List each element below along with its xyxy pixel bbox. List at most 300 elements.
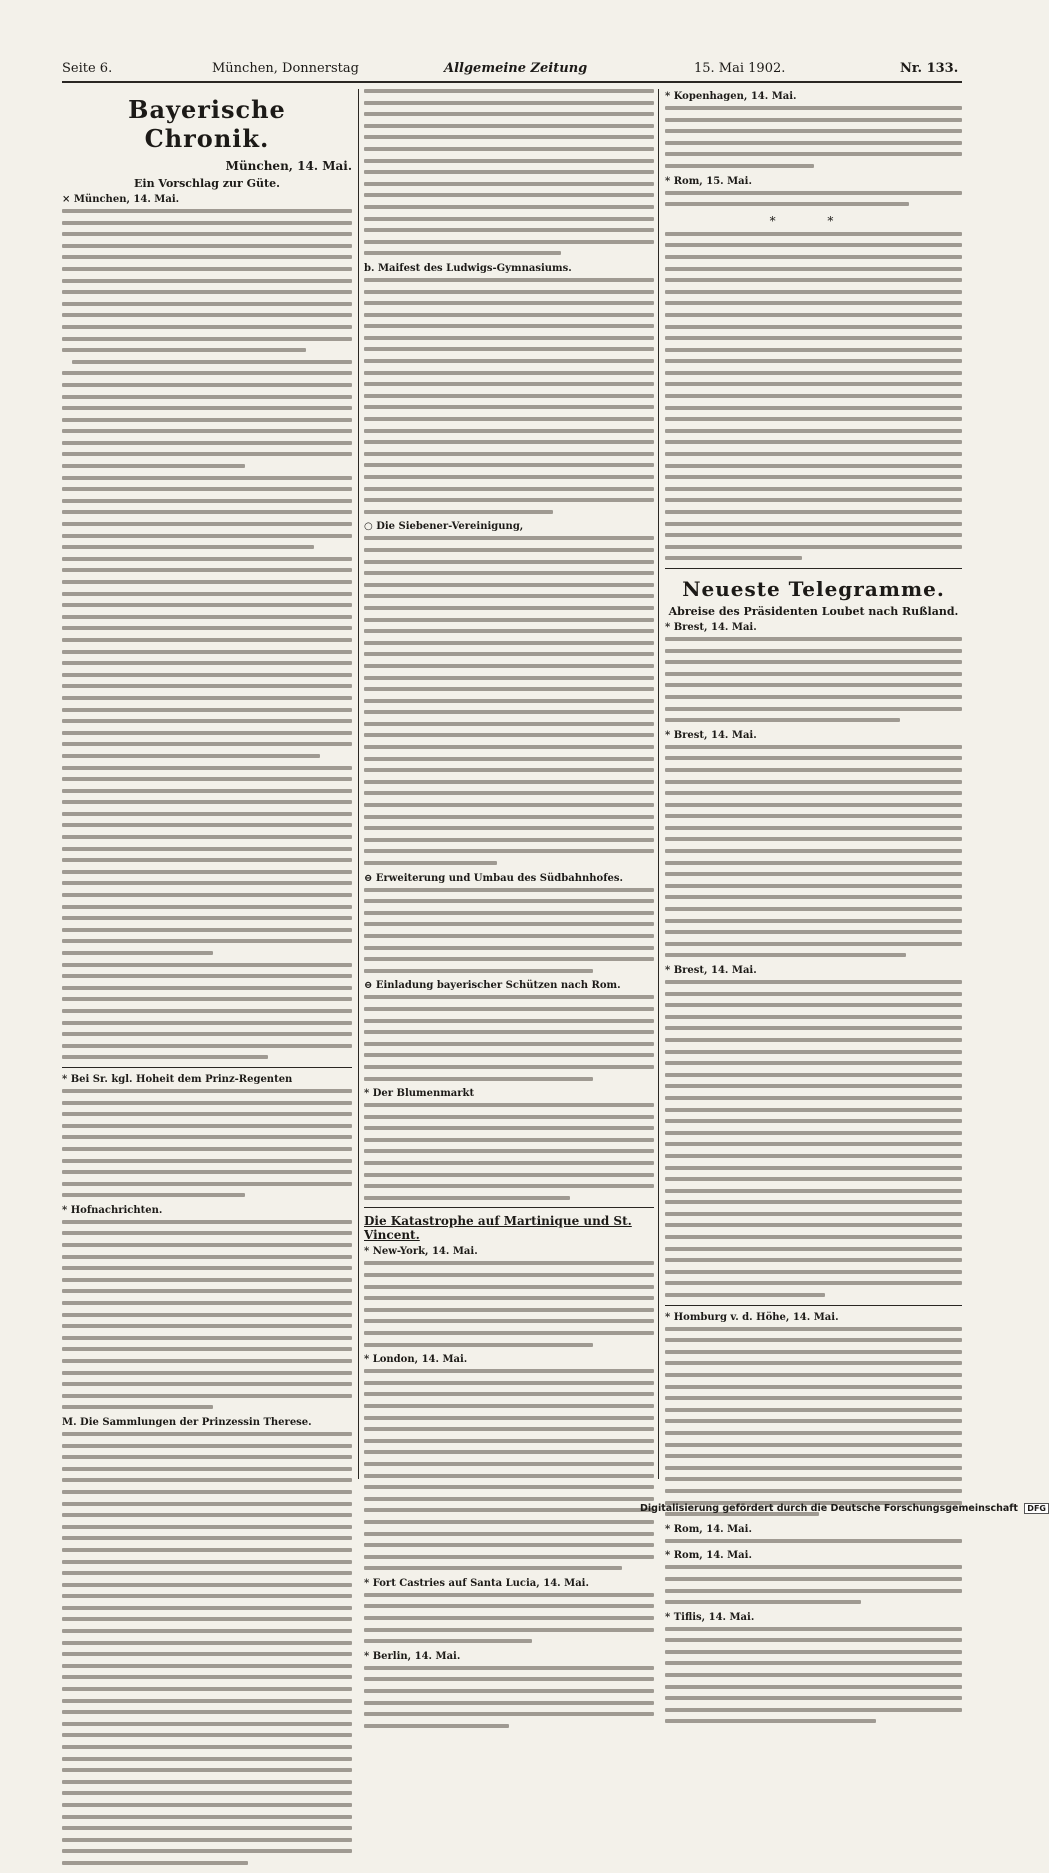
text-line bbox=[62, 963, 352, 967]
text-line bbox=[62, 1266, 352, 1270]
article-text bbox=[364, 89, 654, 255]
article-text bbox=[62, 766, 352, 956]
telegram-dateline: * Brest, 14. Mai. bbox=[665, 729, 757, 741]
text-line bbox=[364, 687, 654, 691]
text-line bbox=[62, 1432, 352, 1436]
text-line bbox=[364, 652, 654, 656]
text-line bbox=[62, 1444, 352, 1448]
text-line bbox=[665, 1177, 962, 1181]
text-line bbox=[62, 255, 352, 259]
text-line bbox=[62, 1791, 352, 1795]
text-line bbox=[62, 847, 352, 851]
text-line bbox=[364, 922, 654, 926]
text-line bbox=[364, 498, 654, 502]
text-line bbox=[62, 1768, 352, 1772]
telegram-dateline: * Kopenhagen, 14. Mai. bbox=[665, 91, 797, 102]
text-line bbox=[62, 580, 352, 584]
text-line bbox=[62, 1710, 352, 1714]
text-line bbox=[665, 152, 962, 156]
text-line bbox=[62, 1112, 352, 1116]
text-line bbox=[62, 1548, 352, 1552]
text-line bbox=[364, 1053, 654, 1057]
text-line bbox=[364, 1261, 654, 1265]
text-line bbox=[62, 1490, 352, 1494]
text-line bbox=[62, 348, 306, 352]
telegram-dateline: * London, 14. Mai. bbox=[364, 1354, 468, 1366]
text-line bbox=[364, 1616, 654, 1620]
text-line bbox=[62, 1032, 352, 1036]
text-line bbox=[665, 930, 962, 934]
text-line bbox=[364, 359, 654, 363]
text-line bbox=[665, 1108, 962, 1112]
text-line bbox=[665, 1015, 962, 1019]
text-line bbox=[62, 325, 352, 329]
text-line bbox=[62, 858, 352, 862]
text-line bbox=[364, 1331, 654, 1335]
text-line bbox=[364, 217, 654, 221]
text-line bbox=[364, 1343, 593, 1347]
text-line bbox=[62, 464, 245, 468]
text-line bbox=[364, 1296, 654, 1300]
text-line bbox=[364, 1126, 654, 1130]
text-line bbox=[665, 336, 962, 340]
text-line bbox=[665, 164, 814, 168]
text-line bbox=[364, 170, 654, 174]
article-text bbox=[62, 963, 352, 1060]
text-line bbox=[665, 440, 962, 444]
text-line bbox=[665, 243, 962, 247]
text-line bbox=[62, 337, 352, 341]
text-line bbox=[62, 1560, 352, 1564]
text-line bbox=[364, 159, 654, 163]
text-line bbox=[62, 916, 352, 920]
text-line bbox=[665, 202, 909, 206]
text-line bbox=[62, 777, 352, 781]
text-line bbox=[665, 907, 962, 911]
text-line bbox=[62, 951, 213, 955]
text-line bbox=[364, 1474, 654, 1478]
text-line bbox=[62, 1838, 352, 1842]
text-line bbox=[62, 1733, 352, 1737]
text-line bbox=[364, 664, 654, 668]
text-line bbox=[665, 1119, 962, 1123]
issue-date: 15. Mai 1902. bbox=[694, 61, 786, 76]
column-rule bbox=[658, 89, 659, 1479]
text-line bbox=[364, 548, 654, 552]
text-line bbox=[364, 510, 553, 514]
text-line bbox=[62, 1243, 352, 1247]
telegram-dateline: * Berlin, 14. Mai. bbox=[364, 1650, 461, 1662]
text-line bbox=[665, 1489, 962, 1493]
text-line bbox=[665, 290, 962, 294]
text-line bbox=[665, 1096, 962, 1100]
text-line bbox=[364, 1712, 654, 1716]
text-line bbox=[665, 1539, 962, 1543]
text-line bbox=[62, 1803, 352, 1807]
text-line bbox=[364, 1042, 654, 1046]
text-line bbox=[62, 1525, 352, 1529]
text-line bbox=[665, 1247, 962, 1251]
place-and-day: München, Donnerstag bbox=[212, 61, 359, 76]
text-line bbox=[665, 348, 962, 352]
text-line bbox=[62, 1278, 352, 1282]
text-line bbox=[62, 429, 352, 433]
text-line bbox=[364, 1285, 654, 1289]
text-line bbox=[62, 418, 352, 422]
text-line bbox=[364, 583, 654, 587]
text-line bbox=[665, 406, 962, 410]
news-item-text bbox=[364, 995, 654, 1080]
section-dateline: München, 14. Mai. bbox=[225, 159, 352, 173]
text-line bbox=[665, 953, 906, 957]
text-line bbox=[665, 849, 962, 853]
text-line bbox=[62, 870, 352, 874]
text-line bbox=[364, 780, 654, 784]
text-line bbox=[62, 742, 352, 746]
telegram-dateline: * Rom, 14. Mai. bbox=[665, 1523, 752, 1535]
text-line bbox=[364, 1701, 654, 1705]
text-line bbox=[665, 1419, 962, 1423]
news-item-heading: ⊖ Erweiterung und Umbau des Südbahnhofes. bbox=[364, 872, 624, 884]
telegram-dateline: * Fort Castries auf Santa Lucia, 14. Mai. bbox=[364, 1577, 589, 1589]
text-line bbox=[62, 244, 352, 248]
text-line bbox=[62, 1641, 352, 1645]
text-line bbox=[62, 1324, 352, 1328]
text-line bbox=[364, 1532, 654, 1536]
text-line bbox=[62, 615, 352, 619]
text-line bbox=[665, 1338, 962, 1342]
text-line bbox=[364, 1184, 654, 1188]
text-line bbox=[665, 791, 962, 795]
text-line bbox=[62, 1617, 352, 1621]
text-line bbox=[665, 780, 962, 784]
text-line bbox=[62, 1135, 352, 1139]
text-line bbox=[665, 267, 962, 271]
news-item-heading: * Hofnachrichten. bbox=[62, 1204, 163, 1216]
text-line bbox=[665, 129, 962, 133]
text-line bbox=[62, 406, 352, 410]
text-line bbox=[62, 928, 352, 932]
text-line bbox=[364, 899, 654, 903]
telegram-text bbox=[665, 191, 962, 207]
text-line bbox=[364, 1404, 654, 1408]
text-line bbox=[364, 641, 654, 645]
text-line bbox=[62, 673, 352, 677]
text-line bbox=[364, 1628, 654, 1632]
text-line bbox=[62, 371, 352, 375]
text-line bbox=[364, 394, 654, 398]
text-line bbox=[364, 1308, 654, 1312]
text-line bbox=[62, 684, 352, 688]
telegram-dateline: * Rom, 15. Mai. bbox=[665, 175, 752, 187]
column-2 bbox=[364, 89, 654, 1735]
text-line bbox=[62, 1044, 352, 1048]
text-line bbox=[62, 476, 352, 480]
text-line bbox=[665, 1061, 962, 1065]
text-line bbox=[364, 1689, 654, 1693]
text-line bbox=[62, 789, 352, 793]
text-line bbox=[364, 1115, 654, 1119]
text-line bbox=[364, 417, 654, 421]
text-line bbox=[364, 240, 654, 244]
text-line bbox=[665, 533, 962, 537]
text-line bbox=[62, 209, 352, 213]
text-line bbox=[62, 638, 352, 642]
text-line bbox=[665, 1408, 962, 1412]
text-line bbox=[665, 417, 962, 421]
text-line bbox=[62, 1255, 352, 1259]
text-line bbox=[665, 1003, 962, 1007]
telegram-dateline: * Homburg v. d. Höhe, 14. Mai. bbox=[665, 1311, 839, 1323]
text-line bbox=[665, 278, 962, 282]
text-line bbox=[62, 939, 352, 943]
text-line bbox=[62, 1394, 352, 1398]
text-line bbox=[62, 1467, 352, 1471]
column-1 bbox=[62, 89, 352, 1873]
text-line bbox=[364, 101, 654, 105]
text-line bbox=[62, 800, 352, 804]
text-line bbox=[364, 1497, 654, 1501]
news-item-heading: b. Maifest des Ludwigs-Gymnasiums. bbox=[364, 262, 572, 274]
text-line bbox=[364, 1273, 654, 1277]
text-line bbox=[364, 1173, 654, 1177]
text-line bbox=[364, 815, 654, 819]
text-line bbox=[62, 708, 352, 712]
text-line bbox=[364, 1677, 654, 1681]
text-line bbox=[364, 278, 654, 282]
text-line bbox=[665, 861, 962, 865]
telegram-text bbox=[665, 1627, 962, 1724]
news-item-heading: ○ Die Siebener-Vereinigung, bbox=[364, 521, 524, 533]
text-line bbox=[364, 301, 654, 305]
text-line bbox=[364, 1508, 654, 1512]
text-line bbox=[62, 1745, 352, 1749]
text-line bbox=[665, 1026, 962, 1030]
text-line bbox=[364, 1485, 654, 1489]
text-line bbox=[364, 1030, 654, 1034]
dfg-logo: DFG bbox=[1024, 1503, 1049, 1514]
text-line bbox=[364, 463, 654, 467]
text-line bbox=[364, 112, 654, 116]
text-line bbox=[665, 429, 962, 433]
text-line bbox=[665, 919, 962, 923]
text-line bbox=[665, 1719, 876, 1723]
text-line bbox=[62, 557, 352, 561]
text-line bbox=[665, 118, 962, 122]
digitization-credit bbox=[640, 1503, 1046, 1519]
text-line bbox=[364, 849, 654, 853]
text-line bbox=[62, 1571, 352, 1575]
text-line bbox=[364, 1149, 654, 1153]
text-line bbox=[364, 193, 654, 197]
text-line bbox=[665, 1396, 962, 1400]
text-line bbox=[665, 1650, 962, 1654]
text-line bbox=[62, 267, 352, 271]
text-line bbox=[62, 1606, 352, 1610]
section-title: Bayerische Chronik. bbox=[128, 95, 286, 153]
text-line bbox=[62, 974, 352, 978]
text-line bbox=[62, 499, 352, 503]
text-line bbox=[364, 429, 654, 433]
text-line bbox=[665, 1589, 962, 1593]
news-item-heading: * Bei Sr. kgl. Hoheit dem Prinz-Regenten bbox=[62, 1073, 293, 1085]
text-line bbox=[665, 1673, 962, 1677]
text-line bbox=[62, 1780, 352, 1784]
text-line bbox=[364, 336, 654, 340]
text-line bbox=[364, 1520, 654, 1524]
text-line bbox=[665, 1223, 962, 1227]
text-line bbox=[62, 1336, 352, 1340]
text-line bbox=[62, 487, 352, 491]
text-line bbox=[665, 1258, 962, 1262]
news-item-text bbox=[364, 1103, 654, 1200]
text-line bbox=[665, 510, 962, 514]
text-line bbox=[665, 498, 962, 502]
news-item-heading: ⊖ Einladung bayerischer Schützen nach Rom. bbox=[364, 980, 621, 992]
text-line bbox=[665, 942, 962, 946]
text-line bbox=[665, 660, 962, 664]
text-line bbox=[62, 232, 352, 236]
text-line bbox=[364, 405, 654, 409]
text-line bbox=[364, 560, 654, 564]
article-text bbox=[62, 209, 352, 352]
text-line bbox=[62, 1861, 248, 1865]
text-line bbox=[62, 650, 352, 654]
text-line bbox=[364, 957, 654, 961]
text-line bbox=[364, 135, 654, 139]
text-line bbox=[62, 661, 352, 665]
text-line bbox=[665, 1293, 825, 1297]
text-line bbox=[62, 1301, 352, 1305]
text-line bbox=[665, 872, 962, 876]
telegram-text bbox=[665, 1565, 962, 1604]
news-item-heading: M. Die Sammlungen der Prinzessin Therese. bbox=[62, 1416, 312, 1428]
news-item-text bbox=[364, 536, 654, 865]
text-line bbox=[665, 1327, 962, 1331]
text-line bbox=[364, 382, 654, 386]
text-line bbox=[62, 1757, 352, 1761]
text-line bbox=[364, 1566, 622, 1570]
text-line bbox=[665, 191, 962, 195]
text-line bbox=[62, 1583, 352, 1587]
text-line bbox=[665, 371, 962, 375]
text-line bbox=[665, 756, 962, 760]
text-line bbox=[364, 205, 654, 209]
text-line bbox=[364, 606, 654, 610]
telegram-text bbox=[665, 745, 962, 958]
text-line bbox=[62, 1687, 352, 1691]
text-line bbox=[62, 290, 352, 294]
telegram-text bbox=[665, 637, 962, 722]
text-line bbox=[62, 754, 320, 758]
text-line bbox=[62, 1594, 352, 1598]
telegram-dateline: * Brest, 14. Mai. bbox=[665, 621, 757, 633]
text-line bbox=[364, 888, 654, 892]
text-line bbox=[364, 861, 497, 865]
article-subtitle: Ein Vorschlag zur Güte. bbox=[134, 177, 280, 190]
text-line bbox=[364, 452, 654, 456]
text-line bbox=[364, 768, 654, 772]
text-line bbox=[62, 221, 352, 225]
text-line bbox=[665, 464, 962, 468]
text-line bbox=[364, 347, 654, 351]
news-item-text bbox=[364, 278, 654, 514]
text-line bbox=[62, 1675, 352, 1679]
text-line bbox=[364, 629, 654, 633]
text-line bbox=[665, 1385, 962, 1389]
text-line bbox=[364, 1065, 654, 1069]
text-line bbox=[62, 766, 352, 770]
text-line bbox=[364, 1604, 654, 1608]
text-line bbox=[364, 536, 654, 540]
text-line bbox=[62, 545, 314, 549]
text-line bbox=[665, 895, 962, 899]
text-line bbox=[364, 1555, 654, 1559]
text-line bbox=[665, 980, 962, 984]
text-line bbox=[665, 1373, 962, 1377]
text-line bbox=[364, 1161, 654, 1165]
text-line bbox=[62, 1009, 352, 1013]
text-line bbox=[665, 672, 962, 676]
text-line bbox=[364, 1077, 593, 1081]
text-line bbox=[665, 1084, 962, 1088]
text-line bbox=[62, 1502, 352, 1506]
text-line bbox=[62, 835, 352, 839]
telegram-dateline: * Tiflis, 14. Mai. bbox=[665, 1611, 755, 1623]
text-line bbox=[62, 1629, 352, 1633]
text-line bbox=[62, 279, 352, 283]
text-line bbox=[665, 707, 962, 711]
text-line bbox=[364, 1416, 654, 1420]
text-line bbox=[665, 695, 962, 699]
text-line bbox=[665, 232, 962, 236]
column-rule bbox=[358, 89, 359, 1479]
text-line bbox=[364, 594, 654, 598]
text-line bbox=[665, 992, 962, 996]
text-line bbox=[364, 757, 654, 761]
article-dateline: × München, 14. Mai. bbox=[62, 194, 180, 205]
text-line bbox=[62, 592, 352, 596]
text-line bbox=[665, 141, 962, 145]
telegram-dateline: * Rom, 14. Mai. bbox=[665, 1550, 752, 1562]
page-number: Seite 6. bbox=[62, 61, 113, 76]
text-line bbox=[62, 1382, 352, 1386]
text-line bbox=[364, 1369, 654, 1373]
text-line bbox=[364, 290, 654, 294]
text-line bbox=[364, 147, 654, 151]
text-line bbox=[364, 722, 654, 726]
text-line bbox=[665, 1350, 962, 1354]
news-item-text bbox=[62, 1089, 352, 1197]
text-line bbox=[62, 534, 352, 538]
text-line bbox=[62, 1089, 352, 1093]
text-line bbox=[62, 905, 352, 909]
text-line bbox=[364, 475, 654, 479]
text-line bbox=[665, 1050, 962, 1054]
text-line bbox=[364, 182, 654, 186]
telegram-dateline: * New-York, 14. Mai. bbox=[364, 1246, 478, 1258]
text-line bbox=[364, 1103, 654, 1107]
text-line bbox=[62, 997, 352, 1001]
text-line bbox=[62, 1478, 352, 1482]
text-line bbox=[364, 1392, 654, 1396]
news-item-heading: * Der Blumenmarkt bbox=[364, 1088, 475, 1100]
text-line bbox=[62, 731, 352, 735]
text-line bbox=[665, 803, 962, 807]
text-line bbox=[665, 1661, 962, 1665]
text-line bbox=[665, 826, 962, 830]
text-line bbox=[62, 510, 352, 514]
